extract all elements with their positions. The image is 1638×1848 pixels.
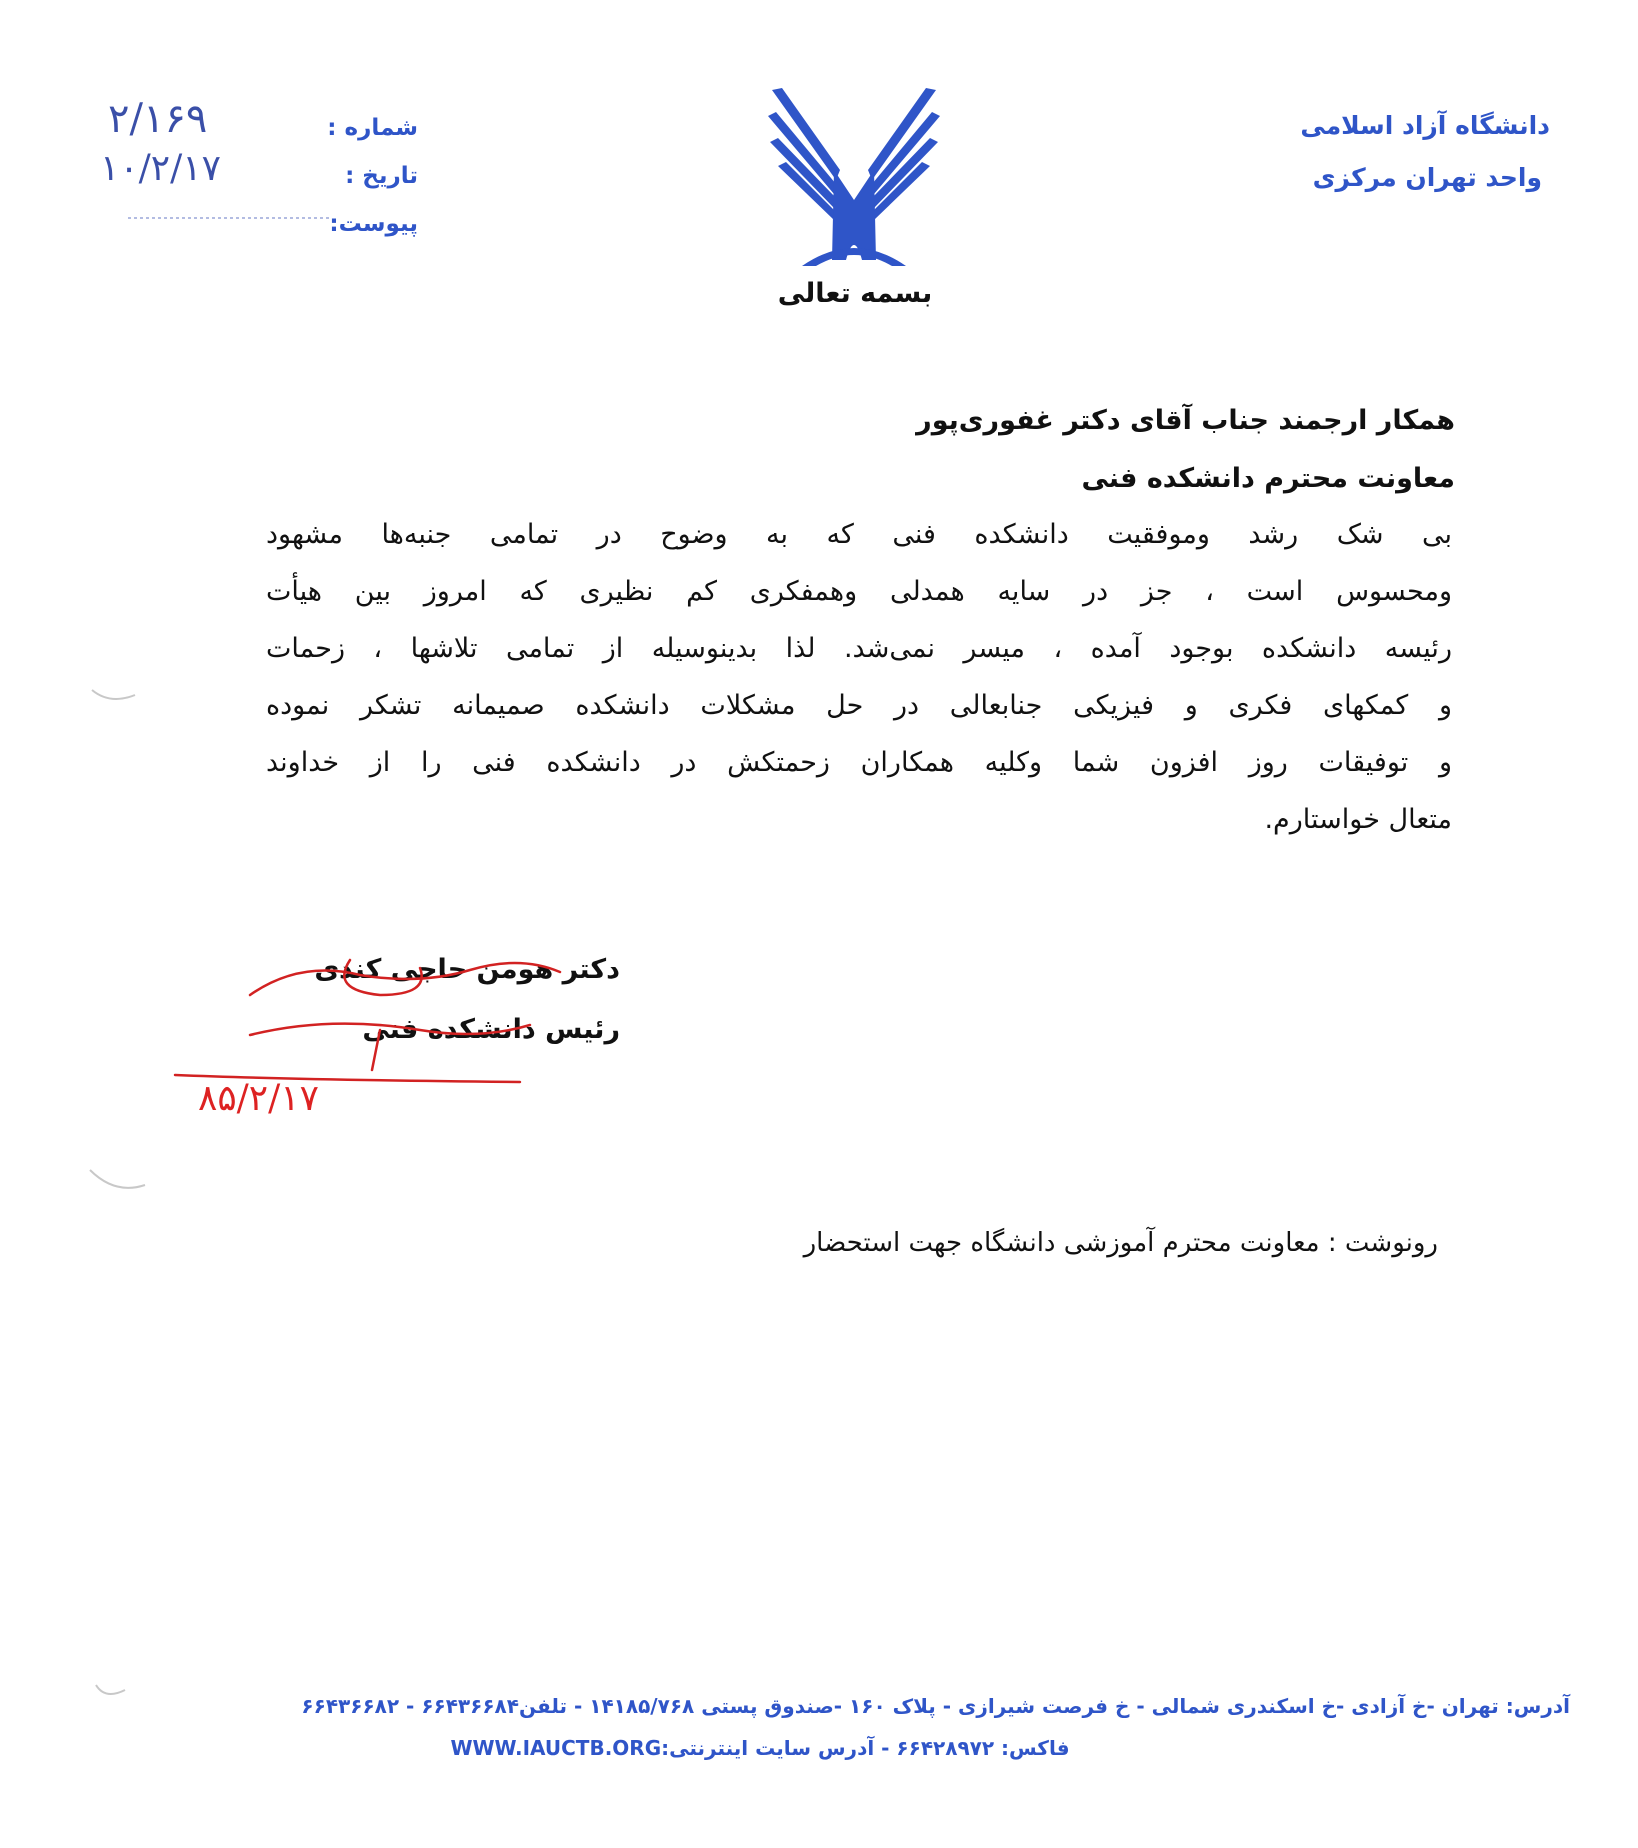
bismillah-heading: بسمه تعالی: [777, 278, 933, 309]
footer-address: آدرس: تهران -خ آزادی -خ اسکندری شمالی - خ فرصت شیرازی - پلاک ۱۶۰ -صندوق پستی ۱۴۱۸۵/۷۶۸ - تلفن۶۶۴۳۶۶۸۴ - ۶۶۴۳۶۶۸۲: [301, 1694, 1570, 1718]
body-line: ومحسوس است ، جز در سایه همدلی وهمفکری کم نظیری که امروز بین هیأت: [266, 576, 1452, 607]
body-line: و توفیقات روز افزون شما وکلیه همکاران زحمتکش در دانشکده فنی را از خداوند: [266, 747, 1452, 778]
number-label: شماره :: [327, 115, 418, 141]
signature-block: [240, 940, 620, 1060]
attachment-label: پیوست:: [329, 211, 418, 237]
signature-date-handwritten: ۸۵/۲/۱۷: [198, 1078, 319, 1119]
footer-fax-website: فاکس: ۶۶۴۲۸۹۷۲ - آدرس سایت اینترنتی:WWW.IAUCTB.ORG: [450, 1736, 1070, 1760]
letter-date-handwritten: ۱۰/۲/۱۷: [100, 148, 221, 189]
letter-body: [266, 506, 1452, 848]
body-line: و کمکهای فکری و فیزیکی جنابعالی در حل مشکلات دانشکده صمیمانه تشکر نموده: [266, 690, 1452, 721]
signer-name: دکتر هومن حاجی کندی: [314, 954, 620, 985]
carbon-copy-line: رونوشت : معاونت محترم آموزشی دانشگاه جهت استحضار: [803, 1228, 1438, 1258]
recipient-title: معاونت محترم دانشکده فنی: [1081, 463, 1455, 494]
letterhead-footer: [70, 1685, 1570, 1769]
body-line: بی شک رشد وموفقیت دانشکده فنی که به وضوح در تمامی جنبه‌ها مشهود: [266, 519, 1452, 550]
body-line: رئیسه دانشکده بوجود آمده ، میسر نمی‌شد. لذا بدینوسیله از تمامی تلاشها ، زحمات: [266, 633, 1452, 664]
signer-title: رئیس دانشکده فنی: [362, 1014, 620, 1045]
date-label: تاریخ :: [345, 163, 418, 189]
body-line: متعال خواستارم.: [1264, 804, 1452, 835]
branch-name: واحد تهران مرکزی: [1312, 163, 1542, 192]
letter-meta: [296, 104, 418, 248]
letterhead-university: [1190, 100, 1550, 204]
recipient-block: [655, 392, 1455, 508]
university-name: دانشگاه آزاد اسلامی: [1300, 111, 1550, 140]
letter-number-handwritten: ۲/۱۶۹: [108, 96, 208, 142]
recipient-name: همکار ارجمند جناب آقای دکتر غفوری‌پور: [916, 405, 1455, 436]
university-logo-icon: [762, 80, 946, 270]
